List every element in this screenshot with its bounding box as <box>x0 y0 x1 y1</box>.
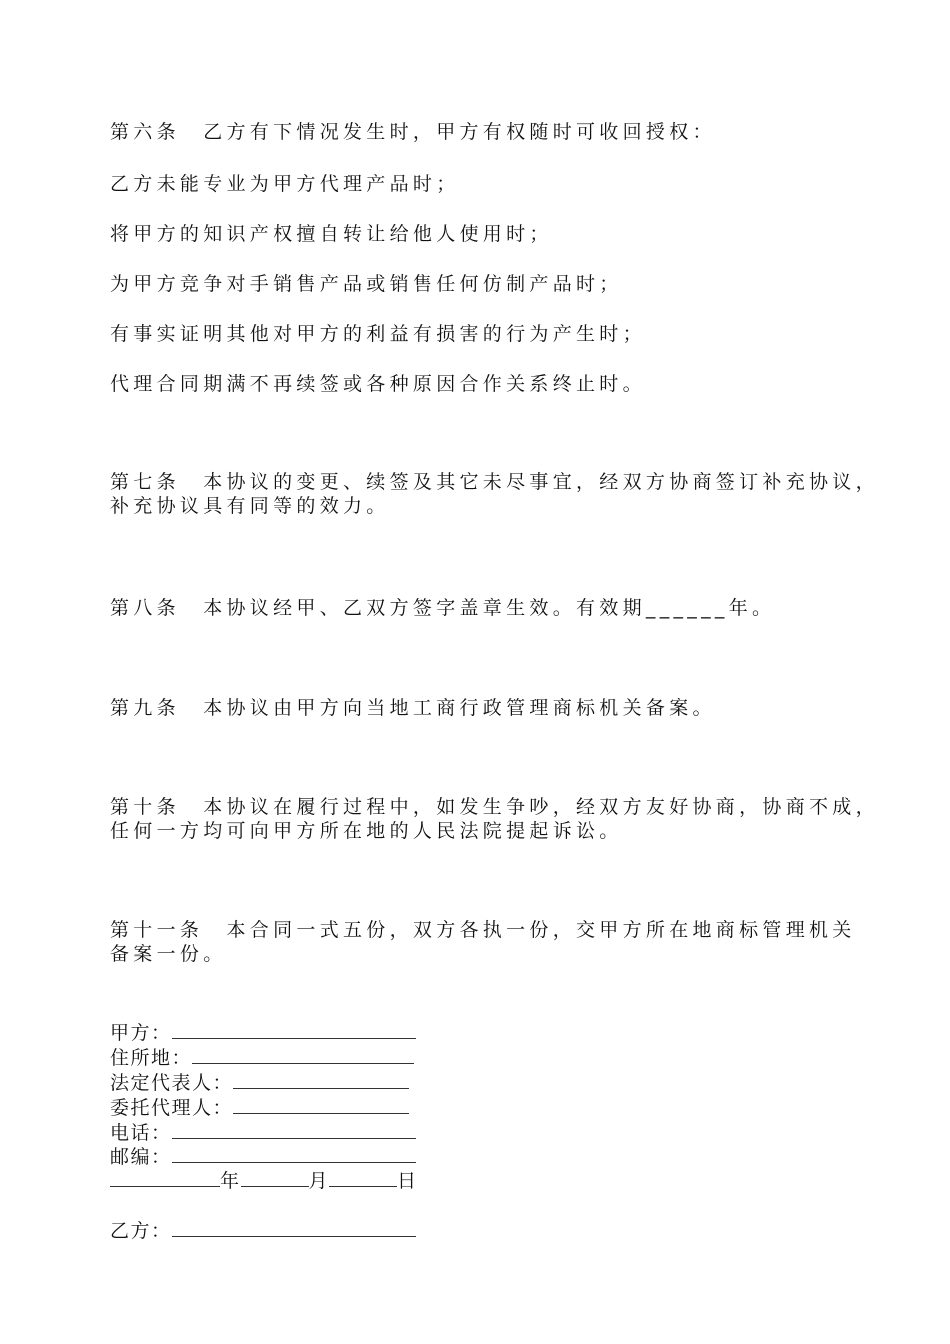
date-year-blank[interactable] <box>110 1168 220 1187</box>
article7 <box>110 470 879 518</box>
party-a-postcode-label: 邮编： <box>110 1146 172 1168</box>
party-a-agent-row <box>110 1095 409 1120</box>
party-a-blank[interactable] <box>172 1020 416 1039</box>
party-b-name-row <box>110 1218 416 1243</box>
article10-line1: 第十条 本协议在履行过程中，如发生争吵，经双方友好协商，协商不成， <box>110 796 879 818</box>
party-a-label: 甲方： <box>110 1022 172 1044</box>
party-a-name-row <box>110 1020 416 1045</box>
party-a-phone-label: 电话： <box>110 1122 172 1144</box>
party-a-address-label: 住所地： <box>110 1047 193 1069</box>
date-month-blank[interactable] <box>241 1168 309 1187</box>
article7-line2: 补充协议具有同等的效力。 <box>110 495 390 517</box>
article6-item-5: 代理合同期满不再续签或各种原因合作关系终止时。 <box>110 373 646 395</box>
article7-line1: 第七条 本协议的变更、续签及其它未尽事宜，经双方协商签订补充协议， <box>110 471 879 493</box>
party-b-label: 乙方： <box>110 1220 172 1242</box>
date-month-label: 月 <box>308 1170 330 1192</box>
party-a-date-row <box>110 1168 418 1193</box>
party-a-postcode-row <box>110 1144 416 1169</box>
party-a-address-blank[interactable] <box>192 1045 414 1064</box>
article10 <box>110 795 879 843</box>
article8: 第八条 本协议经甲、乙双方签字盖章生效。有效期______年。 <box>110 597 776 619</box>
party-b-blank[interactable] <box>172 1218 416 1237</box>
article6-item-2: 将甲方的知识产权擅自转让给他人使用时； <box>110 223 553 245</box>
article11 <box>110 918 856 966</box>
article10-line2: 任何一方均可向甲方所在地的人民法院提起诉讼。 <box>110 820 623 842</box>
date-day-blank[interactable] <box>329 1168 397 1187</box>
party-a-phone-row <box>110 1120 416 1145</box>
party-a-phone-blank[interactable] <box>172 1120 416 1139</box>
party-a-address-row <box>110 1045 414 1070</box>
party-a-postcode-blank[interactable] <box>172 1144 416 1163</box>
article9: 第九条 本协议由甲方向当地工商行政管理商标机关备案。 <box>110 697 716 719</box>
article11-line1: 第十一条 本合同一式五份，双方各执一份，交甲方所在地商标管理机关 <box>110 919 856 941</box>
article6-heading: 第六条 乙方有下情况发生时，甲方有权随时可收回授权： <box>110 121 716 143</box>
article11-line2: 备案一份。 <box>110 943 227 965</box>
date-day-label: 日 <box>397 1170 418 1192</box>
party-a-legal-rep-label: 法定代表人： <box>110 1072 234 1094</box>
party-a-legal-rep-row <box>110 1070 409 1095</box>
article6-item-1: 乙方未能专业为甲方代理产品时； <box>110 173 460 195</box>
party-a-agent-label: 委托代理人： <box>110 1097 234 1119</box>
article6-item-3: 为甲方竞争对手销售产品或销售任何仿制产品时； <box>110 273 623 295</box>
article6-item-4: 有事实证明其他对甲方的利益有损害的行为产生时； <box>110 323 646 345</box>
date-year-label: 年 <box>220 1170 241 1192</box>
party-a-agent-blank[interactable] <box>233 1095 409 1114</box>
party-a-legal-rep-blank[interactable] <box>233 1070 409 1089</box>
